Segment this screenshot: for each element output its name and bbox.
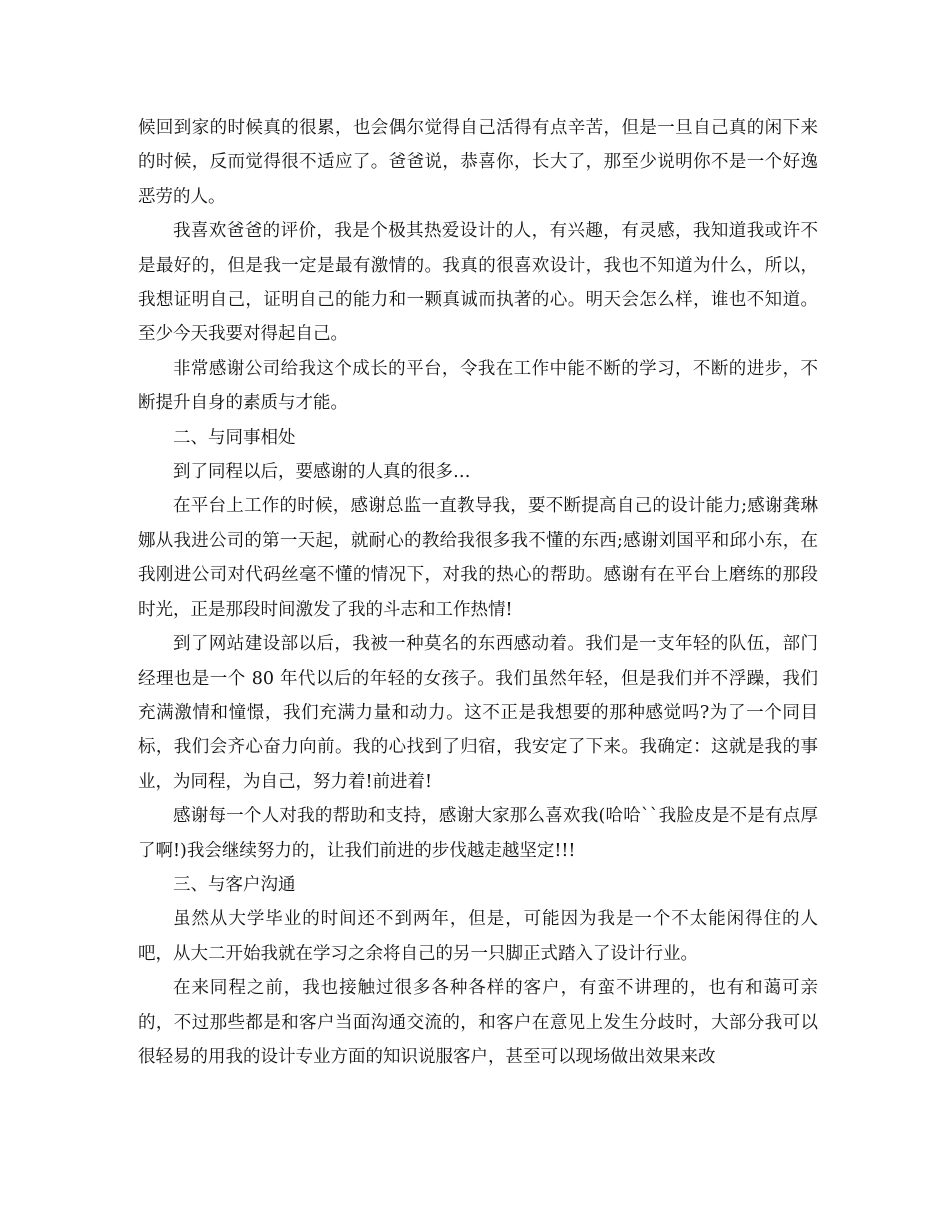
paragraph-continuation: 候回到家的时候真的很累，也会偶尔觉得自己活得有点辛苦，但是一旦自己真的闲下来的时候，反而觉得很不适应了。爸爸说，恭喜你，长大了，那至少说明你不是一个好逸恶劳的人。 bbox=[138, 118, 818, 207]
paragraph-graduation: 虽然从大学毕业的时间还不到两年，但是，可能因为我是一个不太能闲得住的人吧，从大二开始我就在学习之余将自己的另一只脚正式踏入了设计行业。 bbox=[138, 909, 818, 964]
paragraph-thanks-company: 非常感谢公司给我这个成长的平台，令我在工作中能不断的学习，不断的进步，不断提升自身的素质与才能。 bbox=[138, 358, 818, 414]
paragraph-many-thanks: 到了同程以后，要感谢的人真的很多… bbox=[173, 462, 471, 483]
paragraph-design-passion: 我喜欢爸爸的评价，我是个极其热爱设计的人，有兴趣，有灵感，我知道我或许不是最好的，但是我一定是最有激情的。我真的很喜欢设计，我也不知道为什么，所以，我想证明自己，证明自己的能力和一颗真诚而执著的心。明天会怎么样，谁也不知道。至少今天我要对得起自己。 bbox=[138, 221, 818, 345]
document-body bbox=[138, 111, 818, 1074]
paragraph-thanks-everyone: 感谢每一个人对我的帮助和支持，感谢大家那么喜欢我(哈哈``我脸皮是不是有点厚了啊!)我会继续努力的，让我们前进的步伐越走越坚定!!! bbox=[138, 806, 818, 861]
paragraph-platform-work: 在平台上工作的时候，感谢总监一直教导我，要不断提高自己的设计能力;感谢龚琳娜从我进公司的第一天起，就耐心的教给我很多我不懂的东西;感谢刘国平和邱小东，在我刚进公司对代码丝毫不懂的情况下，对我的热心的帮助。感谢有在平台上磨练的那段时光，正是那段时间激发了我的斗志和工作热情! bbox=[138, 496, 818, 620]
paragraph-client-contact: 在来同程之前，我也接触过很多各种各样的客户，有蛮不讲理的，也有和蔼可亲的，不过那些都是和客户当面沟通交流的，和客户在意见上发生分歧时，大部分我可以很轻易的用我的设计专业方面的知识说服客户，甚至可以现场做出效果来改 bbox=[138, 978, 818, 1067]
section-heading-clients: 三、与客户沟通 bbox=[173, 874, 296, 895]
paragraph-website-dept: 到了网站建设部以后，我被一种莫名的东西感动着。我们是一支年轻的队伍，部门经理也是一个 80 年代以后的年轻的女孩子。我们虽然年轻，但是我们并不浮躁，我们充满激情和憧憬，我们充满力量和动力。这不正是我想要的那种感觉吗?为了一个同目标，我们会齐心奋力向前。我的心找到了归宿，我安定了下来。我确定：这就是我的事业，为同程，为自己，努力着!前进着! bbox=[138, 634, 818, 792]
section-heading-colleagues: 二、与同事相处 bbox=[173, 427, 296, 448]
